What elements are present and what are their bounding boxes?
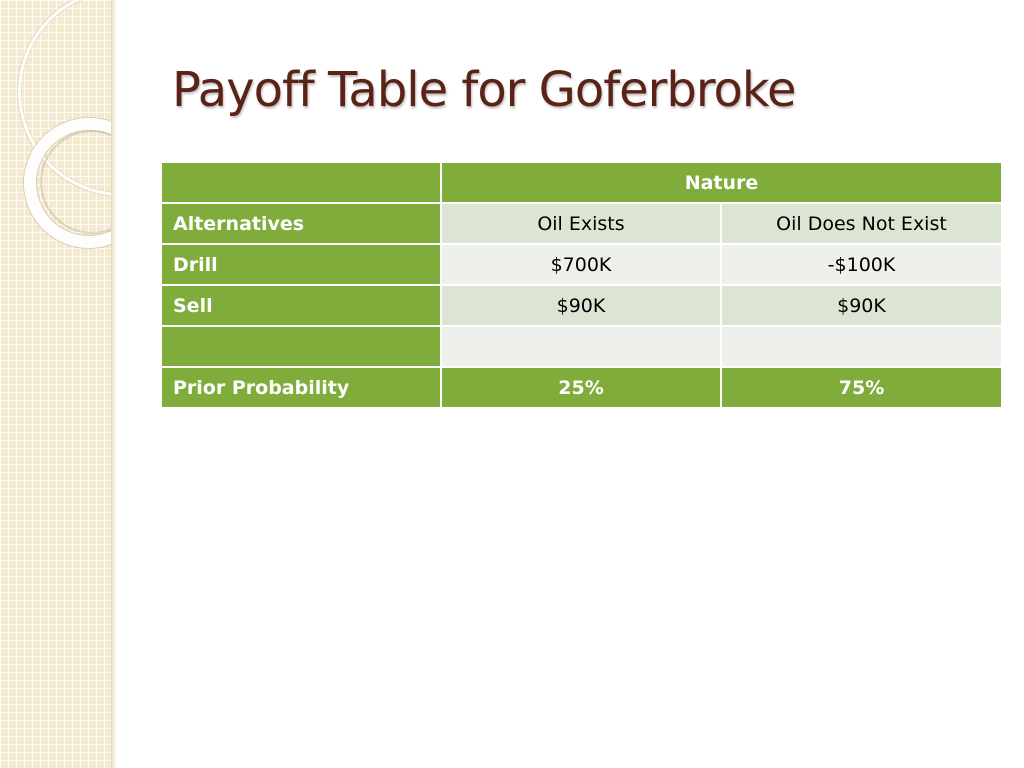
row-label-drill: Drill <box>161 244 441 285</box>
prior-probability-row <box>161 367 1002 408</box>
nature-header: Nature <box>441 162 1002 203</box>
alternatives-label: Alternatives <box>161 203 441 244</box>
row-label-sell: Sell <box>161 285 441 326</box>
empty-corner-cell <box>161 162 441 203</box>
state-header-oil-not-exist: Oil Does Not Exist <box>721 203 1002 244</box>
prior-oil-not-exist-value: 75% <box>721 367 1002 408</box>
table-row-empty <box>161 326 1002 367</box>
drill-oil-not-exist-value: -$100K <box>721 244 1002 285</box>
decorative-side-strip <box>0 0 113 768</box>
sell-oil-not-exist-value: $90K <box>721 285 1002 326</box>
table-row <box>161 285 1002 326</box>
side-strip-edge <box>111 0 117 768</box>
empty-cell <box>441 326 721 367</box>
slide-title: Payoff Table for Goferbroke <box>172 62 796 118</box>
empty-cell <box>721 326 1002 367</box>
prior-oil-exists-value: 25% <box>441 367 721 408</box>
state-header-oil-exists: Oil Exists <box>441 203 721 244</box>
empty-row-label <box>161 326 441 367</box>
table-row <box>161 203 1002 244</box>
payoff-table <box>160 161 1003 409</box>
table-row <box>161 244 1002 285</box>
table-header-row <box>161 162 1002 203</box>
sell-oil-exists-value: $90K <box>441 285 721 326</box>
prior-probability-label: Prior Probability <box>161 367 441 408</box>
drill-oil-exists-value: $700K <box>441 244 721 285</box>
